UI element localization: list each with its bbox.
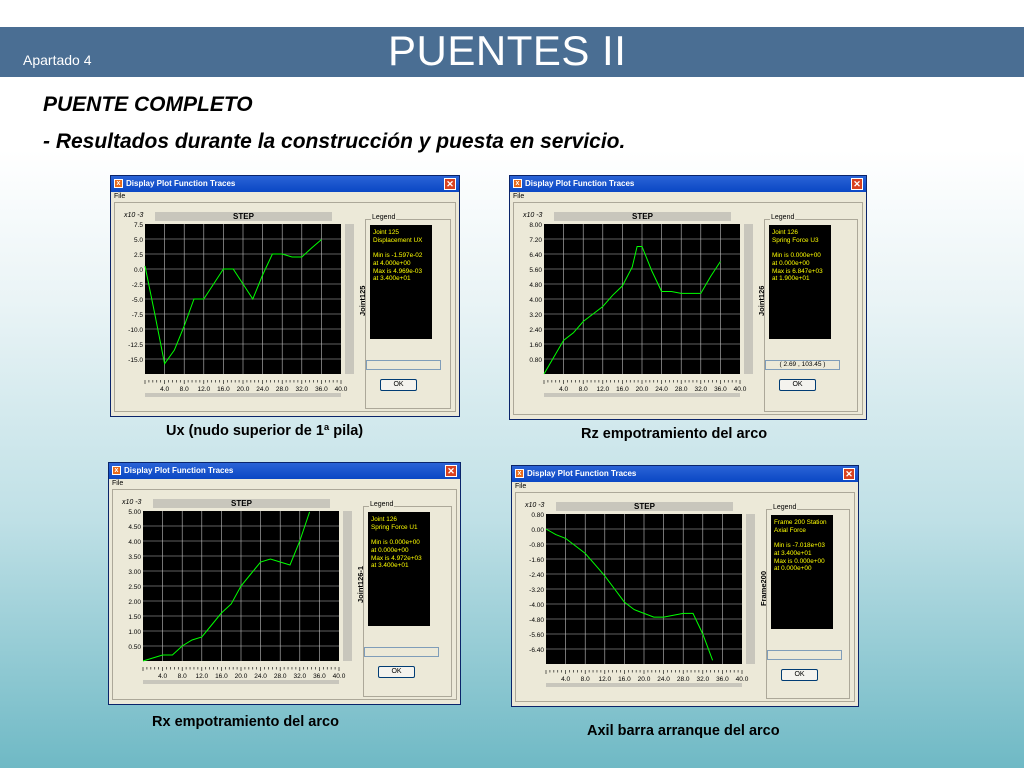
- plot-caption: Axil barra arranque del arco: [587, 723, 780, 739]
- x-tick-label: 40.0: [332, 673, 346, 680]
- x-tick-label: 16.0: [215, 673, 228, 680]
- legend-line: Frame 200 Station: [774, 519, 827, 526]
- window-body: [111, 202, 459, 416]
- coordinate-readout: [767, 650, 842, 660]
- y-tick-label: 6.40: [529, 252, 542, 259]
- slide-title: PUENTES II: [388, 27, 627, 74]
- y-tick-label: -2.5: [131, 282, 143, 289]
- window-body: [109, 489, 460, 704]
- x-tick-label: 20.0: [635, 386, 649, 393]
- y-tick-label: 0.80: [531, 512, 544, 519]
- legend-line: [772, 244, 828, 252]
- x-tick-label: 40.0: [735, 676, 749, 683]
- y-tick-label: 2.40: [529, 327, 542, 334]
- x-tick-label: 32.0: [694, 386, 708, 393]
- x-tick-label: 20.0: [234, 673, 248, 680]
- x-scrollbar: [143, 680, 339, 684]
- y-tick-label: 5.60: [529, 267, 542, 274]
- y-tick-label: 4.00: [529, 297, 542, 304]
- ok-button[interactable]: OK: [781, 669, 818, 681]
- x-tick-label: 24.0: [657, 676, 670, 683]
- x-tick-label: 24.0: [655, 386, 668, 393]
- app-icon: x: [515, 469, 524, 478]
- legend-title: Legend: [372, 214, 396, 221]
- x-tick-label: 20.0: [637, 676, 651, 683]
- legend-line: [774, 534, 830, 542]
- x-tick-label: 4.0: [561, 676, 571, 683]
- window-titlebar: [512, 466, 858, 482]
- y-tick-label: 5.00: [128, 509, 141, 516]
- y-tick-label: -1.60: [529, 557, 544, 564]
- y-tick-label: 8.00: [529, 222, 542, 229]
- window-title: Display Plot Function Traces: [126, 179, 236, 188]
- y-tick-label: 4.50: [128, 524, 141, 531]
- legend-line: Max is 4.969e-03: [373, 267, 423, 275]
- close-icon[interactable]: ✕: [851, 178, 863, 190]
- y-tick-label: -12.5: [128, 342, 143, 349]
- step-title-bar: STEP: [155, 212, 332, 221]
- joint-label: Joint125: [358, 285, 367, 316]
- x-tick-label: 36.0: [313, 673, 326, 680]
- y-tick-label: 1.00: [128, 629, 141, 636]
- legend-line: at 1.900e+01: [772, 275, 810, 283]
- y-tick-label: 7.20: [529, 237, 542, 244]
- scale-label: x10 -3: [525, 502, 545, 509]
- y-tick-label: -5.60: [529, 632, 544, 639]
- legend-box: [769, 225, 831, 339]
- window-titlebar: [109, 463, 460, 479]
- y-tick-label: -7.5: [131, 312, 143, 319]
- y-tick-label: 2.5: [133, 252, 143, 259]
- plot-caption: Rz empotramiento del arco: [581, 426, 768, 442]
- x-tick-label: 12.0: [596, 386, 610, 393]
- y-tick-label: 0.50: [128, 644, 141, 651]
- menu-file[interactable]: File: [114, 193, 126, 200]
- menu-file[interactable]: File: [513, 193, 525, 200]
- x-tick-label: 8.0: [177, 673, 187, 680]
- legend-line: at 0.000e+00: [774, 565, 812, 573]
- y-tick-label: 1.60: [529, 342, 542, 349]
- legend-line: Min is 0.000e+00: [371, 539, 420, 547]
- app-icon: x: [114, 179, 123, 188]
- joint-label: Joint126-1: [356, 565, 365, 603]
- ok-button[interactable]: OK: [380, 379, 417, 391]
- y-tick-label: -2.40: [529, 572, 544, 579]
- y-tick-label: 2.00: [128, 599, 141, 606]
- legend-line: at 3.400e+01: [371, 562, 409, 570]
- y-tick-label: -0.80: [529, 542, 544, 549]
- x-tick-label: 28.0: [676, 676, 690, 683]
- coordinate-readout: [366, 360, 441, 370]
- legend-line: Max is 6.847e+03: [772, 267, 823, 275]
- plot-window: [509, 175, 867, 420]
- x-scrollbar: [145, 393, 341, 397]
- scale-label: x10 -3: [523, 212, 543, 219]
- coordinate-readout: [364, 647, 439, 657]
- legend-line: Joint 126: [371, 516, 397, 523]
- coordinate-readout: ( 2.69 , 103.45 ): [765, 360, 840, 370]
- window-titlebar: [111, 176, 459, 192]
- y-tick-label: -10.0: [128, 327, 143, 334]
- legend-box: [368, 512, 430, 626]
- y-tick-label: 3.20: [529, 312, 542, 319]
- x-tick-label: 40.0: [733, 386, 747, 393]
- ok-button[interactable]: OK: [378, 666, 415, 678]
- heading-sub: - Resultados durante la construcción y puesta en servicio.: [43, 130, 626, 153]
- y-tick-label: 4.00: [128, 539, 141, 546]
- y-tick-label: 5.0: [133, 237, 143, 244]
- y-tick-label: 4.80: [529, 282, 542, 289]
- y-tick-label: 3.50: [128, 554, 141, 561]
- x-tick-label: 40.0: [334, 386, 348, 393]
- legend-line: Joint 125: [373, 229, 399, 236]
- legend-line: Joint 126: [772, 229, 798, 236]
- x-tick-label: 12.0: [195, 673, 209, 680]
- x-tick-label: 16.0: [618, 676, 631, 683]
- plot-window: [110, 175, 460, 417]
- y-tick-label: -3.20: [529, 587, 544, 594]
- joint-side-bar: [746, 514, 755, 664]
- x-tick-label: 4.0: [160, 386, 170, 393]
- y-tick-label: 1.50: [128, 614, 141, 621]
- x-scrollbar: [546, 683, 742, 687]
- x-tick-label: 4.0: [158, 673, 168, 680]
- window-title: Display Plot Function Traces: [525, 179, 635, 188]
- plot-caption: Rx empotramiento del arco: [152, 714, 339, 730]
- joint-label: Frame200: [759, 570, 768, 606]
- x-tick-label: 36.0: [315, 386, 328, 393]
- y-tick-label: 2.50: [128, 584, 141, 591]
- x-scrollbar: [544, 393, 740, 397]
- y-tick-label: -4.80: [529, 617, 544, 624]
- heading-main: PUENTE COMPLETO: [43, 93, 253, 116]
- x-tick-label: 32.0: [696, 676, 710, 683]
- legend-line: Axial Force: [774, 526, 806, 534]
- plot-caption: Ux (nudo superior de 1ª pila): [166, 423, 364, 439]
- legend-title: Legend: [370, 501, 394, 508]
- y-tick-label: 3.00: [128, 569, 141, 576]
- close-icon[interactable]: ✕: [444, 178, 456, 190]
- app-icon: x: [112, 466, 121, 475]
- x-tick-label: 12.0: [598, 676, 612, 683]
- legend-box: [771, 515, 833, 629]
- legend-line: Spring Force U3: [772, 236, 819, 244]
- x-tick-label: 28.0: [674, 386, 688, 393]
- legend-line: at 4.000e+00: [373, 259, 411, 267]
- x-tick-label: 24.0: [254, 673, 267, 680]
- joint-side-bar: [343, 511, 352, 661]
- y-tick-label: 0.0: [133, 267, 143, 274]
- legend-title: Legend: [773, 504, 797, 511]
- legend-line: at 3.400e+01: [774, 549, 812, 557]
- x-tick-label: 16.0: [616, 386, 629, 393]
- joint-side-bar: [345, 224, 354, 374]
- legend-line: Max is 0.000e+00: [774, 557, 825, 565]
- step-title-bar: STEP: [153, 499, 330, 508]
- y-tick-label: -15.0: [128, 357, 143, 364]
- legend-line: Min is -7.018e+03: [774, 542, 825, 550]
- x-tick-label: 8.0: [580, 676, 590, 683]
- x-tick-label: 12.0: [197, 386, 211, 393]
- x-tick-label: 36.0: [714, 386, 727, 393]
- step-title-bar: STEP: [554, 212, 731, 221]
- x-tick-label: 20.0: [236, 386, 250, 393]
- plot-window: [511, 465, 859, 707]
- x-tick-label: 36.0: [716, 676, 729, 683]
- window-title: Display Plot Function Traces: [124, 466, 234, 475]
- joint-side-bar: [744, 224, 753, 374]
- app-icon: x: [513, 179, 522, 188]
- legend-line: Min is 0.000e+00: [772, 252, 821, 260]
- window-titlebar: [510, 176, 866, 192]
- menu-file[interactable]: File: [112, 480, 124, 487]
- menu-file[interactable]: File: [515, 483, 527, 490]
- x-tick-label: 24.0: [256, 386, 269, 393]
- legend-line: Spring Force U1: [371, 523, 418, 531]
- legend-line: at 3.400e+01: [373, 275, 411, 283]
- y-tick-label: -6.40: [529, 647, 544, 654]
- plot-window: [108, 462, 461, 705]
- joint-label: Joint126: [757, 285, 766, 316]
- legend-title: Legend: [771, 214, 795, 221]
- window-body: [512, 492, 858, 706]
- scale-label: x10 -3: [122, 499, 142, 506]
- x-tick-label: 4.0: [559, 386, 569, 393]
- x-tick-label: 16.0: [217, 386, 230, 393]
- x-tick-label: 8.0: [578, 386, 588, 393]
- scale-label: x10 -3: [124, 212, 144, 219]
- y-tick-label: 7.5: [133, 222, 143, 229]
- y-tick-label: 0.00: [531, 527, 544, 534]
- step-title-bar: STEP: [556, 502, 733, 511]
- y-tick-label: -4.00: [529, 602, 544, 609]
- x-tick-label: 28.0: [273, 673, 287, 680]
- legend-line: [373, 244, 429, 252]
- x-tick-label: 8.0: [179, 386, 189, 393]
- legend-line: Max is 4.972e+03: [371, 554, 422, 562]
- y-tick-label: 0.80: [529, 357, 542, 364]
- close-icon[interactable]: ✕: [445, 465, 457, 477]
- legend-line: Displacement UX: [373, 236, 423, 244]
- legend-line: at 0.000e+00: [371, 546, 409, 554]
- x-tick-label: 32.0: [293, 673, 307, 680]
- x-tick-label: 28.0: [275, 386, 289, 393]
- x-tick-label: 32.0: [295, 386, 309, 393]
- section-label: Apartado 4: [23, 52, 92, 68]
- legend-line: Min is -1.597e-02: [373, 252, 423, 260]
- legend-line: at 0.000e+00: [772, 259, 810, 267]
- legend-line: [371, 531, 427, 539]
- legend-box: [370, 225, 432, 339]
- close-icon[interactable]: ✕: [843, 468, 855, 480]
- ok-button[interactable]: OK: [779, 379, 816, 391]
- window-title: Display Plot Function Traces: [527, 469, 637, 478]
- y-tick-label: -5.0: [131, 297, 143, 304]
- window-body: [510, 202, 866, 419]
